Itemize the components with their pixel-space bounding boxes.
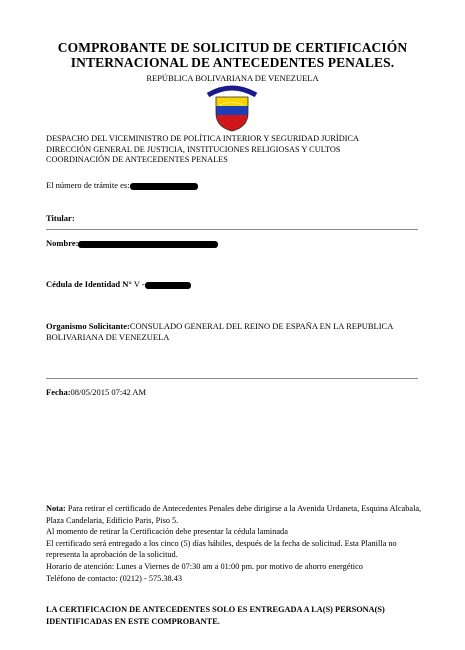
nota-line-1 <box>46 503 422 526</box>
nota-line-5: Teléfono de contacto: (0212) - 575.38.43 <box>46 573 183 583</box>
divider-top <box>46 229 418 230</box>
organismo-row <box>46 321 406 342</box>
title-line-1: COMPROBANTE DE SOLICITUD DE CERTIFICACIÓN <box>57 40 408 55</box>
nota-line-4: Horario de atención: Lunes a Viernes de 07:30 am a 01:00 pm. por motivo de ahorro energético <box>46 561 363 571</box>
final-notice: LA CERTIFICACION DE ANTECEDENTES SOLO ES ENTREGADA A LA(S) PERSONA(S) IDENTIFICADAS EN ESTE COMPROBANTE. <box>46 605 385 626</box>
fecha-row <box>46 387 146 397</box>
organismo-label: Organismo Solicitante: <box>46 321 130 331</box>
redacted-tramite-number <box>130 183 198 190</box>
divider-bottom <box>46 378 418 379</box>
nota-text-1: Para retirar el certificado de Antecedentes Penales debe dirigirse a la Avenida Urdaneta, Esquina Alcabala, Plaza Candelaria, Edificio Paris, Piso 5. <box>46 504 422 525</box>
organismo-value: CONSULADO GENERAL DEL REINO DE ESPAÑA EN LA REPUBLICA BOLIVARIANA DE VENEZUELA <box>46 321 393 342</box>
office-line-3: COORDINACIÓN DE ANTECEDENTES PENALES <box>46 155 228 164</box>
title-line-2: INTERNACIONAL DE ANTECEDENTES PENALES. <box>70 55 395 70</box>
fecha-value: 08/05/2015 07:42 AM <box>70 387 147 397</box>
nota-line-2: Al momento de retirar la Certificación debe presentar la cédula laminada <box>46 527 288 537</box>
cedula-prefix: V - <box>133 279 145 289</box>
issuing-office <box>46 134 426 166</box>
fecha-label: Fecha: <box>46 387 71 397</box>
nota-line-3: El certificado será entregado a los cinco (5) días hábiles, después de la fecha de solicitud. Esta Planilla no representa la aprobación de la solicitud. <box>46 538 397 560</box>
redacted-cedula-number <box>145 282 191 289</box>
tramite-number-row <box>46 180 198 190</box>
cedula-label: Cédula de Identidad N° <box>46 279 132 289</box>
nombre-label: Nombre: <box>46 238 79 248</box>
venezuela-seal-icon <box>202 83 262 133</box>
office-line-2: DIRECCIÓN GENERAL DE JUSTICIA, INSTITUCIONES RELIGIOSAS Y CULTOS <box>46 144 341 154</box>
tramite-label: El número de trámite es: <box>46 180 130 190</box>
nombre-row <box>46 238 218 248</box>
office-line-1: DESPACHO DEL VICEMINISTRO DE POLÍTICA INTERIOR Y SEGURIDAD JURÍDICA <box>46 134 359 143</box>
nota-block <box>46 503 422 584</box>
cedula-row <box>46 279 191 289</box>
nota-label: Nota: <box>46 504 66 513</box>
republic-name: REPÚBLICA BOLIVARIANA DE VENEZUELA <box>146 73 319 83</box>
titular-label: Titular: <box>46 213 75 223</box>
document-title <box>0 40 465 70</box>
redacted-name <box>78 241 218 248</box>
